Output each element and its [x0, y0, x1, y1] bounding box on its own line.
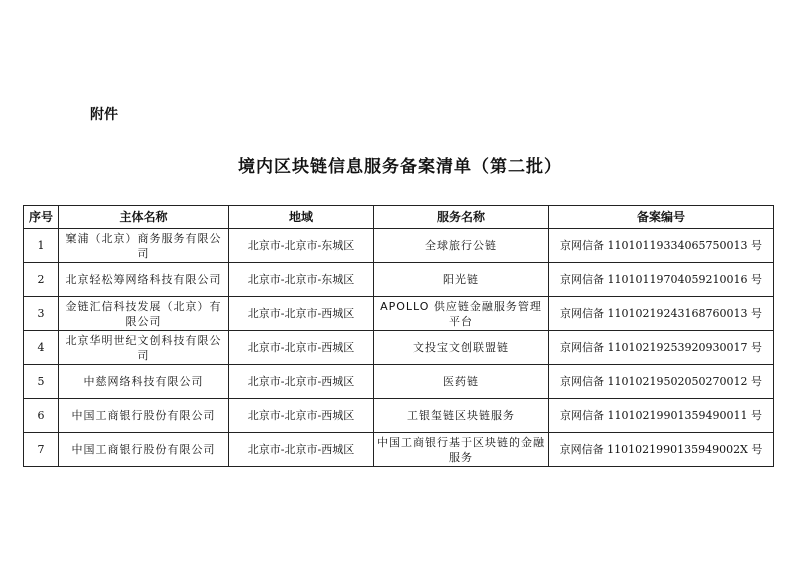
cell-no: 3 — [24, 297, 59, 331]
cell-no: 5 — [24, 365, 59, 399]
cell-entity: 中国工商银行股份有限公司 — [59, 399, 229, 433]
cell-entity: 北京华明世纪文创科技有限公司 — [59, 331, 229, 365]
record-table — [23, 205, 774, 467]
cell-service: 中国工商银行基于区块链的金融服务 — [374, 433, 549, 467]
cell-service: APOLLO 供应链金融服务管理平台 — [374, 297, 549, 331]
cell-region: 北京市-北京市-西城区 — [229, 297, 374, 331]
table-row — [24, 229, 774, 263]
table-row — [24, 433, 774, 467]
cell-service: 文投宝文创联盟链 — [374, 331, 549, 365]
document-title: 境内区块链信息服务备案清单（第二批） — [238, 157, 562, 177]
header-region: 地域 — [229, 206, 374, 229]
attachment-label: 附件 — [90, 107, 118, 123]
table-row — [24, 263, 774, 297]
cell-record: 京网信备 11010119334065750013 号 — [549, 229, 774, 263]
cell-region: 北京市-北京市-西城区 — [229, 331, 374, 365]
cell-record: 京网信备 11010219901359490011 号 — [549, 399, 774, 433]
cell-record: 京网信备 11010219243168760013 号 — [549, 297, 774, 331]
cell-service: 全球旅行公链 — [374, 229, 549, 263]
cell-entity: 窠浦（北京）商务服务有限公司 — [59, 229, 229, 263]
header-no: 序号 — [24, 206, 59, 229]
cell-region: 北京市-北京市-东城区 — [229, 263, 374, 297]
cell-record: 京网信备 1101021990135949002X 号 — [549, 433, 774, 467]
cell-no: 2 — [24, 263, 59, 297]
cell-entity: 金链汇信科技发展（北京）有限公司 — [59, 297, 229, 331]
table-header-row — [24, 206, 774, 229]
cell-service: 阳光链 — [374, 263, 549, 297]
header-record: 备案编号 — [549, 206, 774, 229]
cell-no: 6 — [24, 399, 59, 433]
cell-region: 北京市-北京市-西城区 — [229, 365, 374, 399]
table-row — [24, 365, 774, 399]
cell-entity: 中国工商银行股份有限公司 — [59, 433, 229, 467]
table-row — [24, 297, 774, 331]
header-service: 服务名称 — [374, 206, 549, 229]
cell-no: 4 — [24, 331, 59, 365]
cell-no: 1 — [24, 229, 59, 263]
cell-region: 北京市-北京市-西城区 — [229, 399, 374, 433]
cell-entity: 北京轻松筹网络科技有限公司 — [59, 263, 229, 297]
table-row — [24, 399, 774, 433]
cell-record: 京网信备 11010219502050270012 号 — [549, 365, 774, 399]
cell-record: 京网信备 11010219253920930017 号 — [549, 331, 774, 365]
cell-region: 北京市-北京市-东城区 — [229, 229, 374, 263]
cell-entity: 中慈网络科技有限公司 — [59, 365, 229, 399]
cell-service: 工银玺链区块链服务 — [374, 399, 549, 433]
header-entity: 主体名称 — [59, 206, 229, 229]
cell-no: 7 — [24, 433, 59, 467]
cell-region: 北京市-北京市-西城区 — [229, 433, 374, 467]
cell-service: 医药链 — [374, 365, 549, 399]
table-row — [24, 331, 774, 365]
cell-record: 京网信备 11010119704059210016 号 — [549, 263, 774, 297]
